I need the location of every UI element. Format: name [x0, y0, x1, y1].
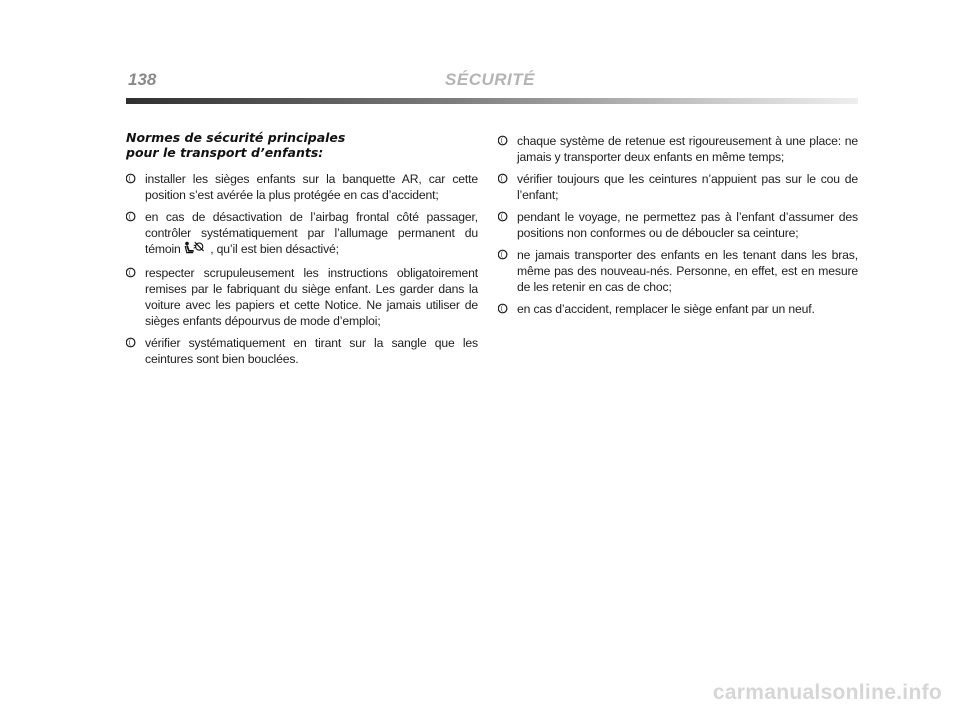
list-item-text: en cas de désactivation de l’airbag frontal côté passager, contrôler systématiquement par l’allumage permanent du témoin [145, 210, 478, 256]
list-item [126, 265, 478, 329]
bullet-icon [498, 135, 508, 145]
section-title: SÉCURITÉ [445, 70, 535, 89]
section-heading [126, 130, 478, 160]
header-rule [126, 98, 858, 104]
list-item [498, 171, 858, 203]
bullet-icon [498, 173, 508, 183]
left-column [126, 130, 478, 373]
bullet-icon [126, 211, 136, 221]
list-item [498, 133, 858, 165]
list-item [126, 171, 478, 203]
list-item-text: vérifier toujours que les ceintures n’appuient pas sur le cou de l’enfant; [517, 172, 858, 202]
list-item [126, 209, 478, 259]
bullet-icon [126, 267, 136, 277]
list-item-text: installer les sièges enfants sur la banquette AR, car cette position s’est avérée la plus protégée en cas d’accident; [145, 172, 478, 202]
right-column [498, 133, 858, 323]
heading-line-2: pour le transport d’enfants: [126, 145, 324, 160]
bullet-icon [498, 303, 508, 313]
heading-line-1: Normes de sécurité principales [126, 130, 346, 145]
airbag-off-warning-icon [184, 241, 206, 259]
bullet-icon [498, 249, 508, 259]
page-number: 138 [128, 70, 157, 89]
right-bullet-list [498, 133, 858, 317]
list-item-text: en cas d’accident, remplacer le siège enfant par un neuf. [517, 302, 815, 316]
list-item-text: chaque système de retenue est rigoureusement à une place: ne jamais y transporter deux enfants en même temps; [517, 134, 858, 164]
watermark: carmanualsonline.info [712, 681, 942, 704]
bullet-icon [126, 173, 136, 183]
list-item-text: ne jamais transporter des enfants en les tenant dans les bras, même pas des nouveau-nés. Personne, en effet, est en mesure de les retenir en cas de choc; [517, 248, 858, 294]
list-item [498, 301, 858, 317]
list-item-text-continued: , qu’il est bien désactivé; [210, 242, 339, 256]
list-item [498, 209, 858, 241]
list-item [126, 335, 478, 367]
bullet-icon [498, 211, 508, 221]
bullet-icon [126, 337, 136, 347]
list-item-text: vérifier systématiquement en tirant sur la sangle que les ceintures sont bien bouclées. [145, 336, 478, 366]
list-item [498, 247, 858, 295]
left-bullet-list [126, 171, 478, 367]
list-item-text: pendant le voyage, ne permettez pas à l’enfant d’assumer des positions non conformes ou de déboucler sa ceinture; [517, 210, 858, 240]
list-item-text: respecter scrupuleusement les instructions obligatoirement remises par le fabriquant du siège enfant. Les garder dans la voiture avec les papiers et cette Notice. Ne jamais utiliser de sièges enfants dépourvus de mode d’emploi; [145, 266, 478, 328]
